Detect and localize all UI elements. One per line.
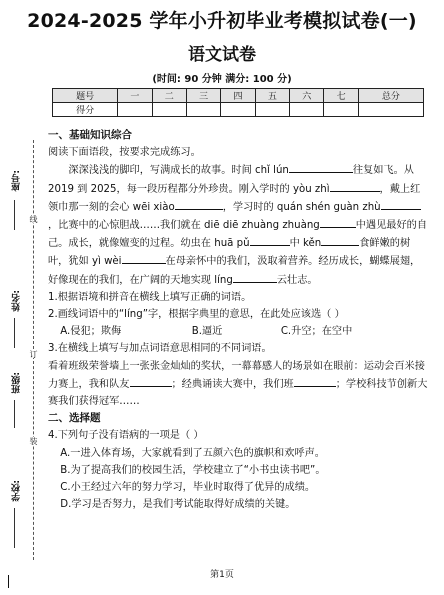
question-3-text xyxy=(48,358,428,411)
passage-text: 中遇见最好的自己。成长，就像嬗变的过程。幼虫在 huā pǔ xyxy=(48,220,428,250)
page-number: 第1页 xyxy=(210,570,234,580)
name-line xyxy=(14,318,16,348)
school-line xyxy=(14,508,16,548)
passage-text: 中 kěn xyxy=(289,238,322,250)
score-cell[interactable] xyxy=(324,103,358,117)
score-header-cell: 七 xyxy=(324,89,358,103)
score-cell[interactable] xyxy=(255,103,289,117)
answer-blank[interactable] xyxy=(175,198,223,210)
option-a[interactable]: A.侵犯；欺侮 xyxy=(60,326,122,338)
option-c[interactable]: C.升空；在空中 xyxy=(280,326,353,338)
answer-blank[interactable] xyxy=(122,252,166,264)
score-cell[interactable] xyxy=(290,103,324,117)
answer-blank[interactable] xyxy=(250,234,290,246)
q3-text: 看着班级荣誉墙上一张张金灿灿的奖状，一幕幕感人的场景如在眼前：运动会百米接力赛上，我和队友 xyxy=(48,360,425,390)
score-header-cell: 一 xyxy=(118,89,152,103)
question-3: 3.在横线上填写与加点词语意思相同的不同词语。 xyxy=(48,343,272,355)
option-b[interactable]: B.逼近 xyxy=(191,326,223,338)
question-2: 2.画线词语中的“líng”字，根据字典里的意思，在此处应该选（ ） xyxy=(48,309,345,321)
cut-mark-ding: 订 xyxy=(29,350,38,358)
score-header-cell: 题号 xyxy=(53,89,118,103)
answer-blank[interactable] xyxy=(320,216,356,228)
score-header-cell: 六 xyxy=(290,89,324,103)
score-row-label: 得分 xyxy=(53,103,118,117)
answer-blank[interactable] xyxy=(289,161,353,173)
name-label: 姓名: xyxy=(12,290,22,312)
score-cell[interactable] xyxy=(186,103,220,117)
q3-text: ；学校科技节创新大赛我们获得冠军…… xyxy=(48,378,428,408)
q3-text: ；经典诵读大赛中，我们班 xyxy=(171,378,294,390)
score-cell[interactable] xyxy=(358,103,423,117)
cut-mark-xian: 线 xyxy=(29,215,38,223)
answer-blank[interactable] xyxy=(381,198,421,210)
seat-line xyxy=(14,200,16,230)
passage-text: 在母亲怀中的我们，汲取着营养。经历成长，蝴蝶展翅，好像现在的我们，在广阔的天地实现 líng xyxy=(48,256,421,286)
score-header-cell: 四 xyxy=(221,89,255,103)
school-label: 学校: xyxy=(12,480,22,502)
section1-heading: 一、基础知识综合 xyxy=(48,129,132,141)
question-4-option-a[interactable]: A.一进入体育场，大家就看到了五颜六色的旗帜和欢呼声。 xyxy=(60,447,325,459)
passage-text: ，戴上红领巾那一刻的会心 wēi xiào xyxy=(48,183,421,213)
seat-label: 座号: xyxy=(12,170,22,192)
section2-heading: 二、选择题 xyxy=(48,412,101,425)
passage-text: ，学习时的 quán shén guàn zhù xyxy=(222,201,381,213)
text-cursor xyxy=(8,575,9,588)
answer-blank[interactable] xyxy=(130,375,172,387)
question-4-option-b[interactable]: B.为了提高我们的校园生活，学校建立了“小书虫读书吧”。 xyxy=(60,464,326,476)
passage-text: 食鲜嫩的树叶，犹如 yì wèi xyxy=(48,238,411,268)
score-cell[interactable] xyxy=(152,103,186,117)
question-1: 1.根据语境和拼音在横线上填写正确的词语。 xyxy=(48,291,252,303)
class-line xyxy=(14,400,16,428)
answer-blank[interactable] xyxy=(294,375,336,387)
question-4-option-d[interactable]: D.学习是否努力，是我们考试能取得好成绩的关键。 xyxy=(60,499,296,511)
score-table xyxy=(52,88,424,117)
score-header-cell: 三 xyxy=(186,89,220,103)
score-header-cell: 总分 xyxy=(358,89,423,103)
question-4-option-c[interactable]: C.小王经过六年的努力学习，毕业时取得了优异的成绩。 xyxy=(60,482,316,494)
score-cell[interactable] xyxy=(221,103,255,117)
answer-blank[interactable] xyxy=(321,234,359,246)
exam-content xyxy=(48,127,428,513)
question-2-options xyxy=(48,323,428,340)
score-table-score-row xyxy=(53,103,424,117)
reading-passage xyxy=(48,161,428,288)
passage-text: 往复如飞。从 2019 到 2025，每一段历程都分外珍贵。刚入学时的 yòu zhì xyxy=(48,165,414,195)
score-cell[interactable] xyxy=(118,103,152,117)
exam-info: (时间: 90 分钟 满分: 100 分) xyxy=(152,74,292,85)
class-label: 班级: xyxy=(12,372,22,394)
score-header-cell: 二 xyxy=(152,89,186,103)
answer-blank[interactable] xyxy=(330,180,380,192)
passage-text: 云壮志。 xyxy=(276,274,318,286)
passage-text: 深深浅浅的脚印，写满成长的故事。时间 chǐ lún xyxy=(68,165,289,177)
passage-text: ，比赛中的心惊胆战……我们就在 diē diē zhuàng zhuàng xyxy=(48,220,320,232)
exam-subtitle: 语文试卷 xyxy=(188,45,256,65)
question-4: 4.下列句子没有语病的一项是（ ） xyxy=(48,430,204,442)
score-table-header-row xyxy=(53,89,424,103)
cut-mark-zhuang: 装 xyxy=(29,437,38,445)
answer-blank[interactable] xyxy=(233,271,277,283)
section1-instruction: 阅读下面语段，按要求完成练习。 xyxy=(48,147,201,159)
exam-title: 2024-2025 学年小升初毕业考模拟试卷(一) xyxy=(27,10,417,32)
score-header-cell: 五 xyxy=(255,89,289,103)
